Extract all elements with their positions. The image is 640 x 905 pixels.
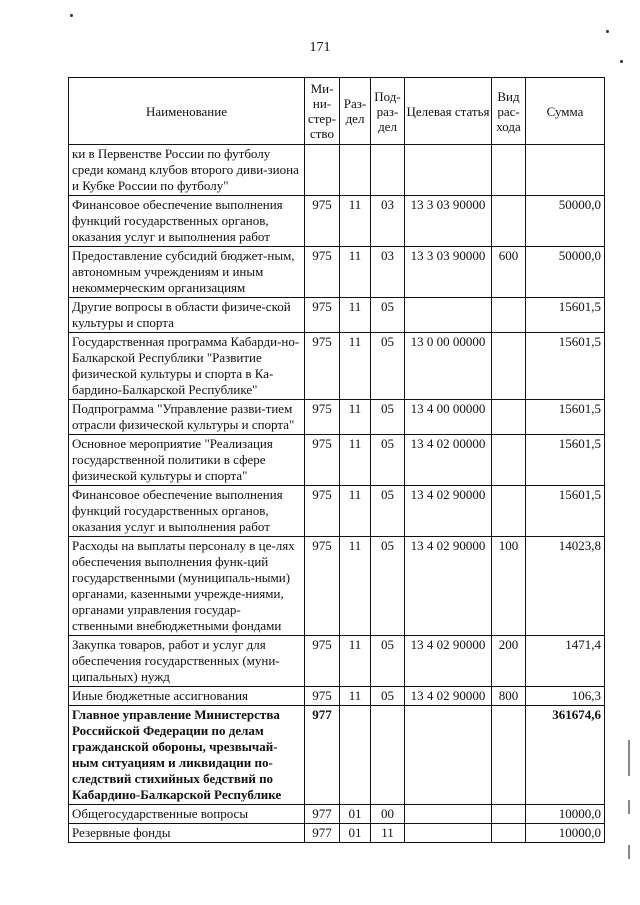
header-name: Наименование [69,78,305,145]
cell-expense-type [492,435,526,486]
table-row [69,400,605,435]
cell-name: Подпрограмма "Управление разви-тием отрасли физической культуры и спорта" [69,400,305,435]
page-number: 171 [309,40,331,55]
cell-ministry: 975 [305,400,340,435]
cell-target: 13 0 00 00000 [405,333,492,400]
scan-speck [70,14,73,17]
cell-target: 13 4 02 90000 [405,687,492,706]
cell-sum: 14023,8 [526,537,605,636]
cell-ministry: 975 [305,435,340,486]
cell-sum: 15601,5 [526,400,605,435]
cell-expense-type: 800 [492,687,526,706]
cell-ministry: 975 [305,333,340,400]
table-row [69,196,605,247]
cell-section: 11 [340,333,371,400]
cell-target [405,805,492,824]
header-target: Целевая статья [405,78,492,145]
scan-edge-mark [628,740,630,776]
cell-name: Главное управление Министерства Российской Федерации по делам гражданской обороны, чрезвычай-ным ситуациям и ликвидации по-следствий стихийных бедствий по Кабардино-Балкарской Республике [69,706,305,805]
cell-subsection: 00 [371,805,405,824]
cell-ministry: 977 [305,706,340,805]
cell-section: 11 [340,196,371,247]
cell-target [405,706,492,805]
cell-section: 11 [340,400,371,435]
cell-sum: 361674,6 [526,706,605,805]
table-row [69,805,605,824]
cell-ministry: 977 [305,824,340,843]
cell-section: 11 [340,435,371,486]
cell-target: 13 4 02 00000 [405,435,492,486]
table-row [69,145,605,196]
cell-section: 11 [340,247,371,298]
cell-ministry [305,145,340,196]
cell-subsection: 05 [371,298,405,333]
cell-ministry: 975 [305,486,340,537]
cell-ministry: 975 [305,298,340,333]
table-row [69,636,605,687]
cell-ministry: 975 [305,196,340,247]
cell-subsection: 11 [371,824,405,843]
cell-sum: 1471,4 [526,636,605,687]
cell-subsection: 05 [371,687,405,706]
table-row [69,298,605,333]
cell-section: 01 [340,805,371,824]
cell-target: 13 4 02 90000 [405,636,492,687]
cell-sum: 10000,0 [526,824,605,843]
table-row [69,824,605,843]
cell-expense-type: 100 [492,537,526,636]
table-row [69,435,605,486]
cell-target [405,824,492,843]
table-row [69,687,605,706]
cell-sum: 10000,0 [526,805,605,824]
cell-sum: 50000,0 [526,196,605,247]
cell-sum: 15601,5 [526,333,605,400]
cell-name: Предоставление субсидий бюджет-ным, автономным учреждениям и иным некоммерческим организациям [69,247,305,298]
cell-section: 11 [340,486,371,537]
scan-speck [620,60,623,63]
cell-section: 11 [340,636,371,687]
cell-subsection: 05 [371,636,405,687]
cell-subsection: 03 [371,247,405,298]
cell-expense-type [492,196,526,247]
cell-sum: 15601,5 [526,435,605,486]
cell-target: 13 4 00 00000 [405,400,492,435]
cell-expense-type [492,400,526,435]
cell-expense-type [492,805,526,824]
cell-ministry: 975 [305,247,340,298]
header-section: Раз-дел [340,78,371,145]
cell-ministry: 975 [305,636,340,687]
cell-target: 13 4 02 90000 [405,486,492,537]
cell-name: Финансовое обеспечение выполнения функций государственных органов, оказания услуг и выполнения работ [69,486,305,537]
cell-name: Государственная программа Кабарди-но-Балкарской Республики "Развитие физической культуры и спорта в Ка-бардино-Балкарской Республике" [69,333,305,400]
cell-name: Финансовое обеспечение выполнения функций государственных органов, оказания услуг и выполнения работ [69,196,305,247]
cell-section: 11 [340,687,371,706]
cell-target: 13 4 02 90000 [405,537,492,636]
table-row [69,537,605,636]
scan-edge-mark [628,800,630,814]
cell-target [405,298,492,333]
cell-section [340,145,371,196]
cell-sum [526,145,605,196]
cell-sum: 50000,0 [526,247,605,298]
budget-table [68,77,605,843]
cell-ministry: 977 [305,805,340,824]
cell-ministry: 975 [305,537,340,636]
cell-expense-type [492,824,526,843]
scan-speck [606,30,609,33]
table-row [69,486,605,537]
header-ministry: Ми-ни-стер-ство [305,78,340,145]
header-expense-type: Вид рас-хода [492,78,526,145]
cell-sum: 15601,5 [526,298,605,333]
cell-subsection [371,706,405,805]
cell-expense-type [492,333,526,400]
cell-expense-type: 600 [492,247,526,298]
cell-section: 11 [340,537,371,636]
cell-subsection: 05 [371,486,405,537]
cell-ministry: 975 [305,687,340,706]
table-row [69,247,605,298]
cell-expense-type [492,145,526,196]
scan-edge-mark [628,845,630,859]
cell-sum: 15601,5 [526,486,605,537]
cell-section: 11 [340,298,371,333]
header-sum: Сумма [526,78,605,145]
cell-subsection [371,145,405,196]
header-subsection: Под-раз-дел [371,78,405,145]
table-row [69,706,605,805]
cell-target: 13 3 03 90000 [405,247,492,298]
cell-name: Резервные фонды [69,824,305,843]
cell-expense-type [492,298,526,333]
cell-expense-type: 200 [492,636,526,687]
cell-subsection: 05 [371,400,405,435]
cell-name: Иные бюджетные ассигнования [69,687,305,706]
cell-expense-type [492,486,526,537]
cell-name: Закупка товаров, работ и услуг для обеспечения государственных (муни-ципальных) нужд [69,636,305,687]
cell-name: Общегосударственные вопросы [69,805,305,824]
cell-name: ки в Первенстве России по футболу среди команд клубов второго диви-зиона и Кубке России по футболу" [69,145,305,196]
cell-target [405,145,492,196]
cell-subsection: 03 [371,196,405,247]
cell-name: Другие вопросы в области физиче-ской культуры и спорта [69,298,305,333]
cell-subsection: 05 [371,435,405,486]
table-header-row [69,78,605,145]
cell-section [340,706,371,805]
cell-subsection: 05 [371,537,405,636]
cell-section: 01 [340,824,371,843]
cell-name: Расходы на выплаты персоналу в це-лях обеспечения выполнения функ-ций государственными (муниципаль-ными) органами, казенными учрежде-ниями, органами управления государ-ственными внебюджетными фондами [69,537,305,636]
cell-target: 13 3 03 90000 [405,196,492,247]
table-row [69,333,605,400]
cell-sum: 106,3 [526,687,605,706]
cell-expense-type [492,706,526,805]
cell-subsection: 05 [371,333,405,400]
cell-name: Основное мероприятие "Реализация государственной политики в сфере физической культуры и спорта" [69,435,305,486]
